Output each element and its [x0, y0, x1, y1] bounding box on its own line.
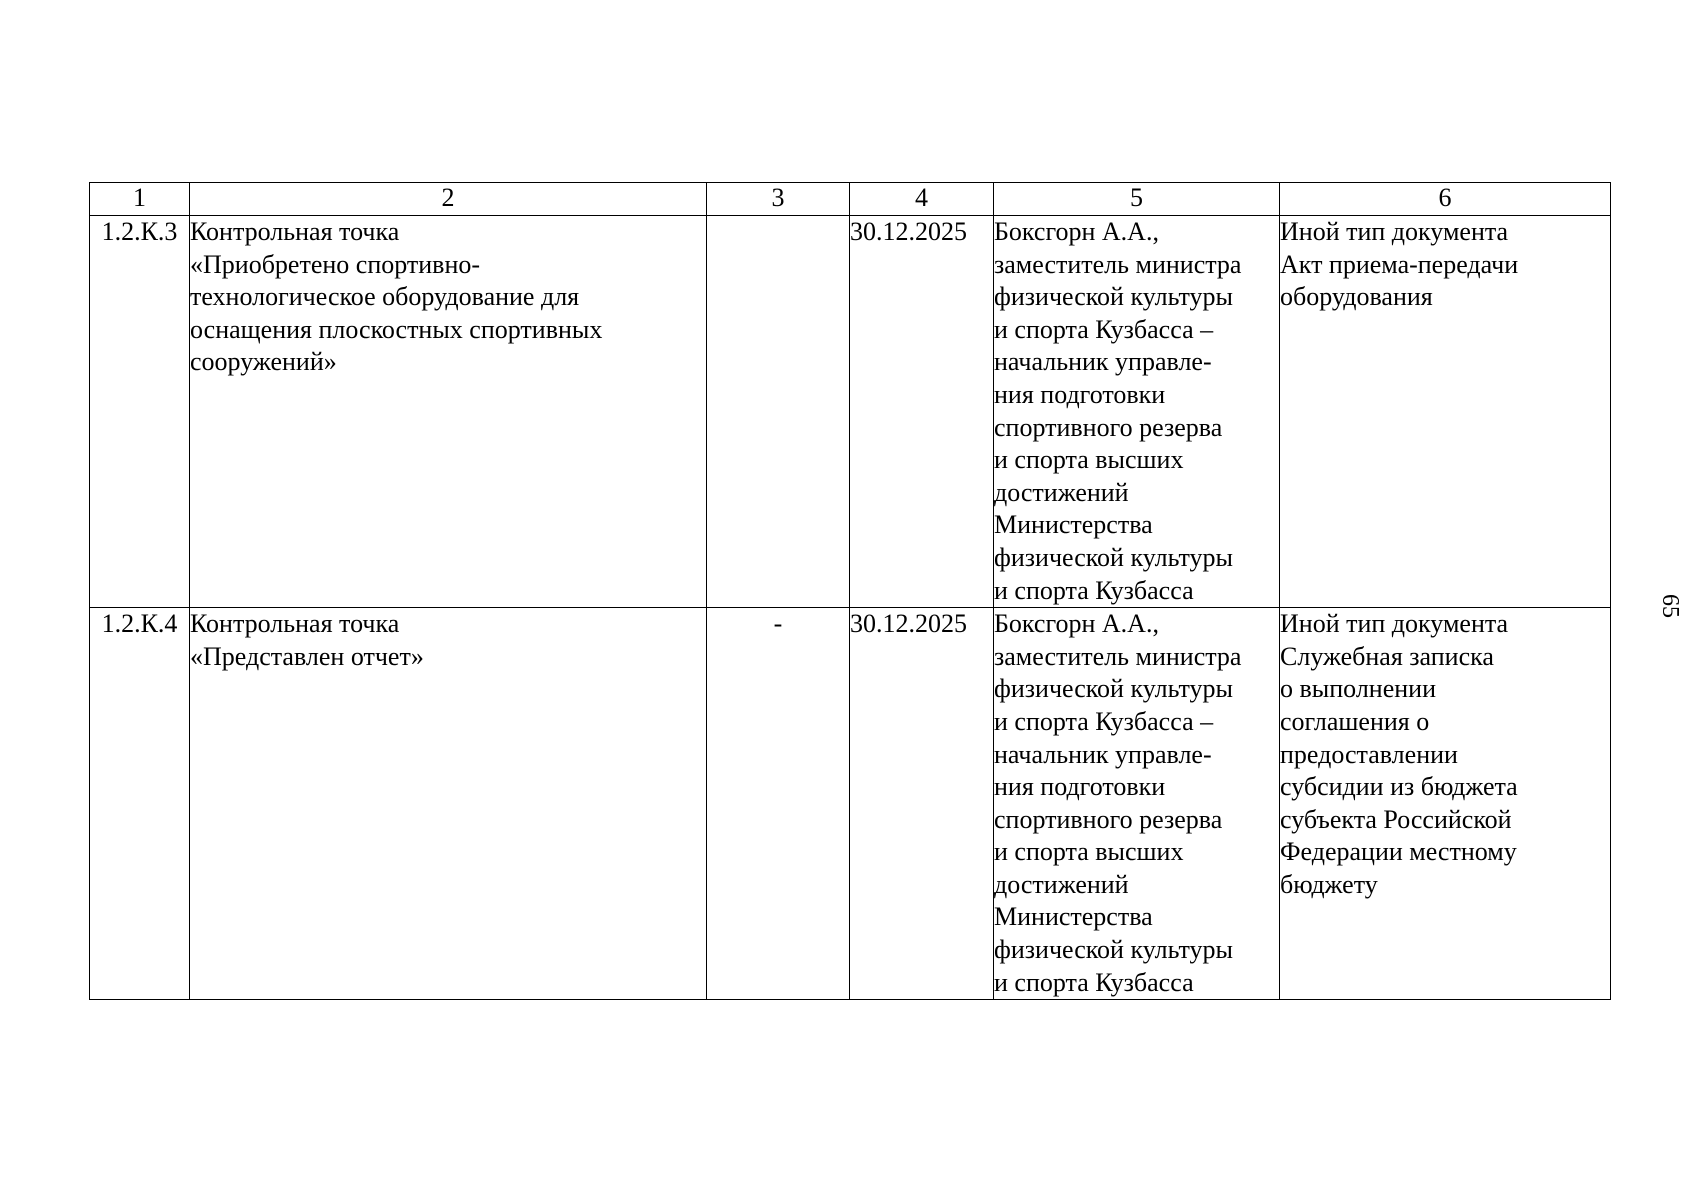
column-header-3: 3 [707, 183, 850, 216]
row-date: 30.12.2025 [850, 216, 994, 608]
column-header-1: 1 [90, 183, 190, 216]
row-id: 1.2.К.4 [90, 608, 190, 1000]
column-header-5: 5 [994, 183, 1280, 216]
row-description: Контрольная точка «Приобретено спортивно- технологическое оборудование для оснащения плоскостных спортивных сооружений» [190, 216, 707, 608]
table-header-row [90, 183, 1611, 216]
column-header-4: 4 [850, 183, 994, 216]
column-header-2: 2 [190, 183, 707, 216]
row-responsible: Боксгорн А.А., заместитель министра физической культуры и спорта Кузбасса – начальник управле- ния подготовки спортивного резерва и спорта высших достижений Министерства физической культуры и спорта Кузбасса [994, 608, 1280, 1000]
row-description: Контрольная точка «Представлен отчет» [190, 608, 707, 1000]
table-row [90, 216, 1611, 608]
row-date: 30.12.2025 [850, 608, 994, 1000]
row-id: 1.2.К.3 [90, 216, 190, 608]
row-document: Иной тип документа Служебная записка о выполнении соглашения о предоставлении субсидии из бюджета субъекта Российской Федерации местному бюджету [1280, 608, 1611, 1000]
page-number: 65 [1657, 594, 1683, 618]
row-col3: - [707, 608, 850, 1000]
row-col3 [707, 216, 850, 608]
control-points-table [89, 182, 1611, 1000]
row-document: Иной тип документа Акт приема-передачи оборудования [1280, 216, 1611, 608]
row-responsible: Боксгорн А.А., заместитель министра физической культуры и спорта Кузбасса – начальник управле- ния подготовки спортивного резерва и спорта высших достижений Министерства физической культуры и спорта Кузбасса [994, 216, 1280, 608]
table-row [90, 608, 1611, 1000]
column-header-6: 6 [1280, 183, 1611, 216]
